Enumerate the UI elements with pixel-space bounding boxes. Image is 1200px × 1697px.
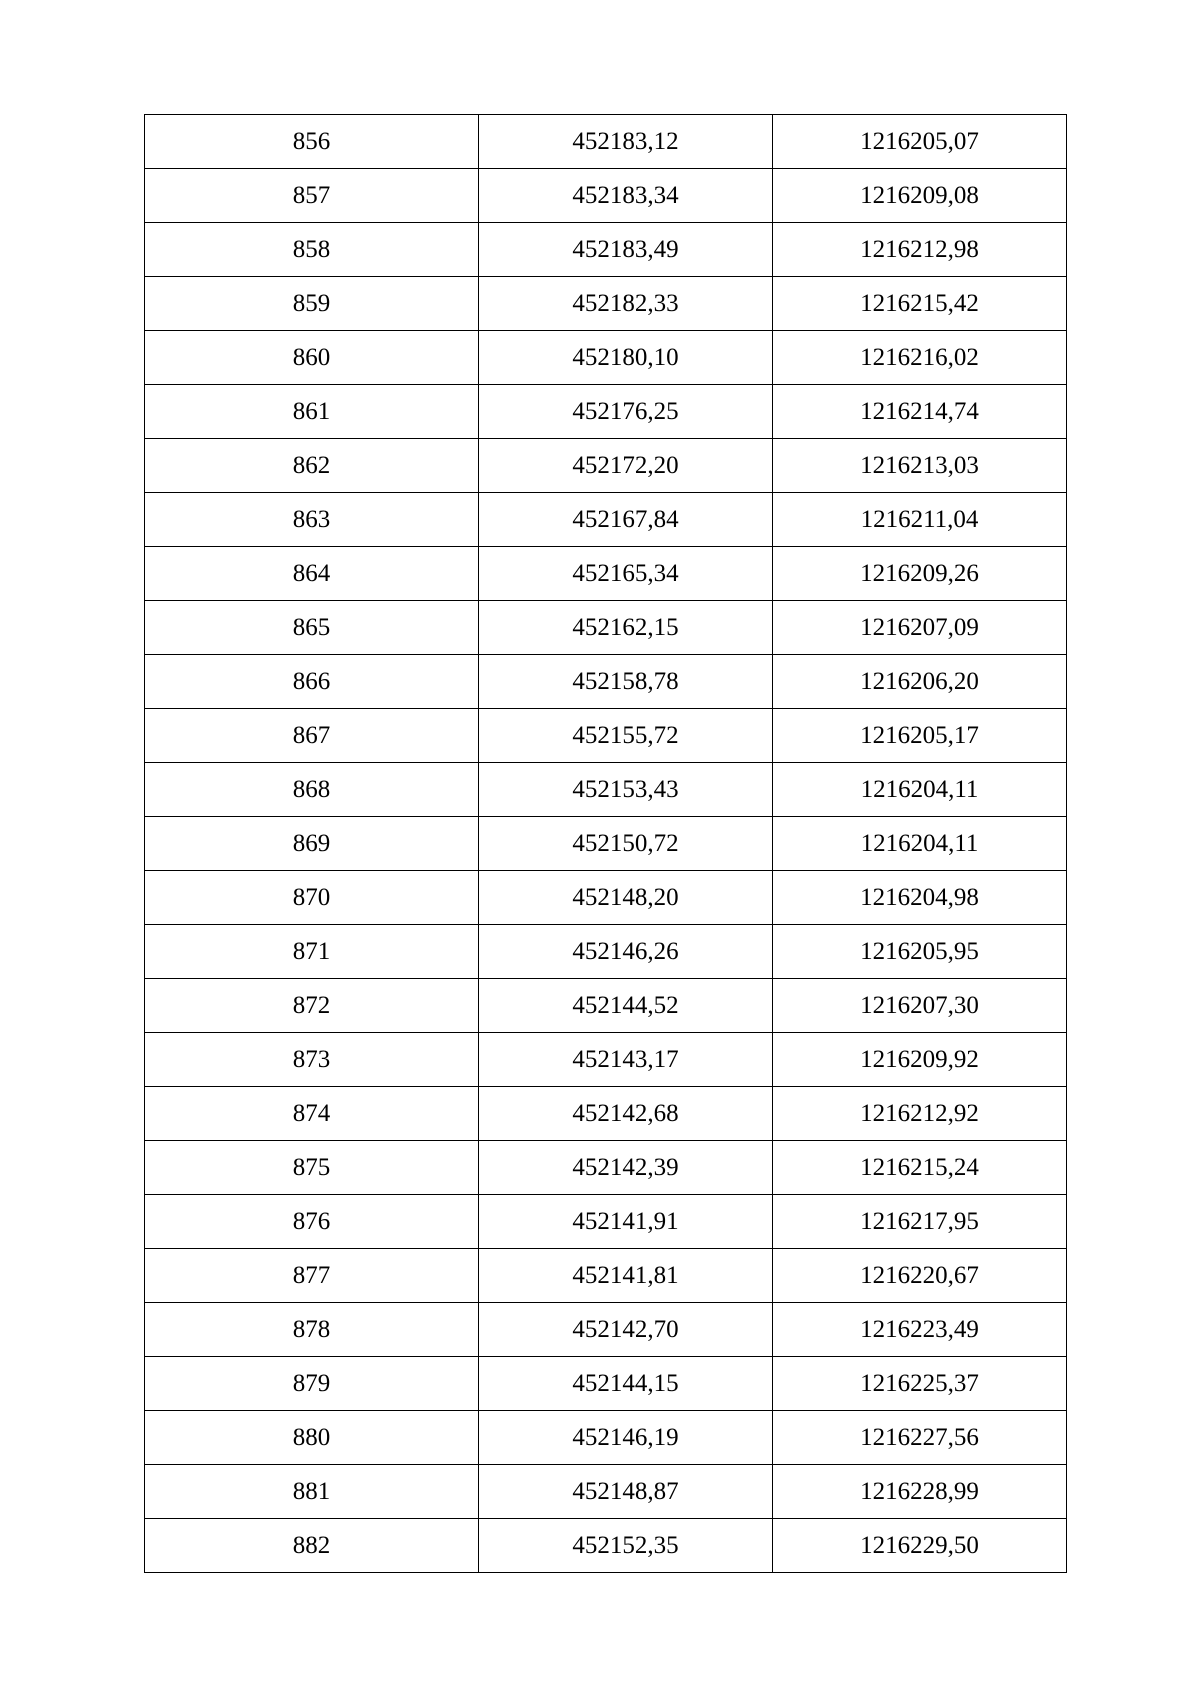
point-number-cell: 876 — [145, 1195, 479, 1249]
table-row — [145, 1195, 1067, 1249]
table-row — [145, 1087, 1067, 1141]
y-coordinate-cell: 1216209,08 — [773, 169, 1067, 223]
y-coordinate-cell: 1216223,49 — [773, 1303, 1067, 1357]
y-coordinate-cell: 1216204,11 — [773, 817, 1067, 871]
point-number-cell: 864 — [145, 547, 479, 601]
table-row — [145, 1141, 1067, 1195]
point-number-cell: 863 — [145, 493, 479, 547]
y-coordinate-cell: 1216205,95 — [773, 925, 1067, 979]
y-coordinate-cell: 1216215,24 — [773, 1141, 1067, 1195]
table-row — [145, 493, 1067, 547]
x-coordinate-cell: 452148,20 — [479, 871, 773, 925]
table-row — [145, 439, 1067, 493]
point-number-cell: 879 — [145, 1357, 479, 1411]
point-number-cell: 872 — [145, 979, 479, 1033]
y-coordinate-cell: 1216213,03 — [773, 439, 1067, 493]
x-coordinate-cell: 452158,78 — [479, 655, 773, 709]
x-coordinate-cell: 452172,20 — [479, 439, 773, 493]
point-number-cell: 866 — [145, 655, 479, 709]
table-row — [145, 277, 1067, 331]
x-coordinate-cell: 452141,91 — [479, 1195, 773, 1249]
y-coordinate-cell: 1216207,09 — [773, 601, 1067, 655]
y-coordinate-cell: 1216206,20 — [773, 655, 1067, 709]
y-coordinate-cell: 1216204,11 — [773, 763, 1067, 817]
point-number-cell: 859 — [145, 277, 479, 331]
point-number-cell: 880 — [145, 1411, 479, 1465]
point-number-cell: 874 — [145, 1087, 479, 1141]
x-coordinate-cell: 452167,84 — [479, 493, 773, 547]
table-row — [145, 1303, 1067, 1357]
point-number-cell: 878 — [145, 1303, 479, 1357]
x-coordinate-cell: 452183,34 — [479, 169, 773, 223]
table-row — [145, 169, 1067, 223]
y-coordinate-cell: 1216215,42 — [773, 277, 1067, 331]
y-coordinate-cell: 1216205,17 — [773, 709, 1067, 763]
x-coordinate-cell: 452150,72 — [479, 817, 773, 871]
y-coordinate-cell: 1216220,67 — [773, 1249, 1067, 1303]
point-number-cell: 881 — [145, 1465, 479, 1519]
table-row — [145, 601, 1067, 655]
point-number-cell: 865 — [145, 601, 479, 655]
table-row — [145, 817, 1067, 871]
x-coordinate-cell: 452144,15 — [479, 1357, 773, 1411]
table-row — [145, 223, 1067, 277]
point-number-cell: 868 — [145, 763, 479, 817]
point-number-cell: 873 — [145, 1033, 479, 1087]
point-number-cell: 862 — [145, 439, 479, 493]
table-row — [145, 871, 1067, 925]
x-coordinate-cell: 452144,52 — [479, 979, 773, 1033]
x-coordinate-cell: 452176,25 — [479, 385, 773, 439]
x-coordinate-cell: 452183,49 — [479, 223, 773, 277]
table-row — [145, 709, 1067, 763]
coordinates-table — [144, 114, 1067, 1573]
table-row — [145, 1357, 1067, 1411]
table-row — [145, 331, 1067, 385]
point-number-cell: 857 — [145, 169, 479, 223]
table-row — [145, 115, 1067, 169]
coordinates-table-body — [145, 115, 1067, 1573]
table-row — [145, 763, 1067, 817]
point-number-cell: 856 — [145, 115, 479, 169]
y-coordinate-cell: 1216212,92 — [773, 1087, 1067, 1141]
point-number-cell: 870 — [145, 871, 479, 925]
x-coordinate-cell: 452146,19 — [479, 1411, 773, 1465]
x-coordinate-cell: 452155,72 — [479, 709, 773, 763]
table-row — [145, 1033, 1067, 1087]
y-coordinate-cell: 1216204,98 — [773, 871, 1067, 925]
x-coordinate-cell: 452183,12 — [479, 115, 773, 169]
x-coordinate-cell: 452152,35 — [479, 1519, 773, 1573]
y-coordinate-cell: 1216217,95 — [773, 1195, 1067, 1249]
point-number-cell: 882 — [145, 1519, 479, 1573]
table-row — [145, 925, 1067, 979]
y-coordinate-cell: 1216216,02 — [773, 331, 1067, 385]
y-coordinate-cell: 1216207,30 — [773, 979, 1067, 1033]
y-coordinate-cell: 1216205,07 — [773, 115, 1067, 169]
y-coordinate-cell: 1216214,74 — [773, 385, 1067, 439]
x-coordinate-cell: 452141,81 — [479, 1249, 773, 1303]
point-number-cell: 877 — [145, 1249, 479, 1303]
table-row — [145, 1249, 1067, 1303]
y-coordinate-cell: 1216212,98 — [773, 223, 1067, 277]
table-row — [145, 655, 1067, 709]
table-row — [145, 1519, 1067, 1573]
x-coordinate-cell: 452143,17 — [479, 1033, 773, 1087]
point-number-cell: 860 — [145, 331, 479, 385]
y-coordinate-cell: 1216228,99 — [773, 1465, 1067, 1519]
y-coordinate-cell: 1216227,56 — [773, 1411, 1067, 1465]
y-coordinate-cell: 1216211,04 — [773, 493, 1067, 547]
table-row — [145, 1465, 1067, 1519]
point-number-cell: 858 — [145, 223, 479, 277]
point-number-cell: 871 — [145, 925, 479, 979]
table-row — [145, 385, 1067, 439]
table-row — [145, 979, 1067, 1033]
y-coordinate-cell: 1216225,37 — [773, 1357, 1067, 1411]
table-row — [145, 547, 1067, 601]
x-coordinate-cell: 452162,15 — [479, 601, 773, 655]
y-coordinate-cell: 1216229,50 — [773, 1519, 1067, 1573]
y-coordinate-cell: 1216209,92 — [773, 1033, 1067, 1087]
point-number-cell: 875 — [145, 1141, 479, 1195]
x-coordinate-cell: 452146,26 — [479, 925, 773, 979]
x-coordinate-cell: 452165,34 — [479, 547, 773, 601]
x-coordinate-cell: 452148,87 — [479, 1465, 773, 1519]
x-coordinate-cell: 452142,70 — [479, 1303, 773, 1357]
x-coordinate-cell: 452153,43 — [479, 763, 773, 817]
point-number-cell: 869 — [145, 817, 479, 871]
x-coordinate-cell: 452180,10 — [479, 331, 773, 385]
point-number-cell: 861 — [145, 385, 479, 439]
point-number-cell: 867 — [145, 709, 479, 763]
y-coordinate-cell: 1216209,26 — [773, 547, 1067, 601]
x-coordinate-cell: 452182,33 — [479, 277, 773, 331]
x-coordinate-cell: 452142,68 — [479, 1087, 773, 1141]
x-coordinate-cell: 452142,39 — [479, 1141, 773, 1195]
table-row — [145, 1411, 1067, 1465]
